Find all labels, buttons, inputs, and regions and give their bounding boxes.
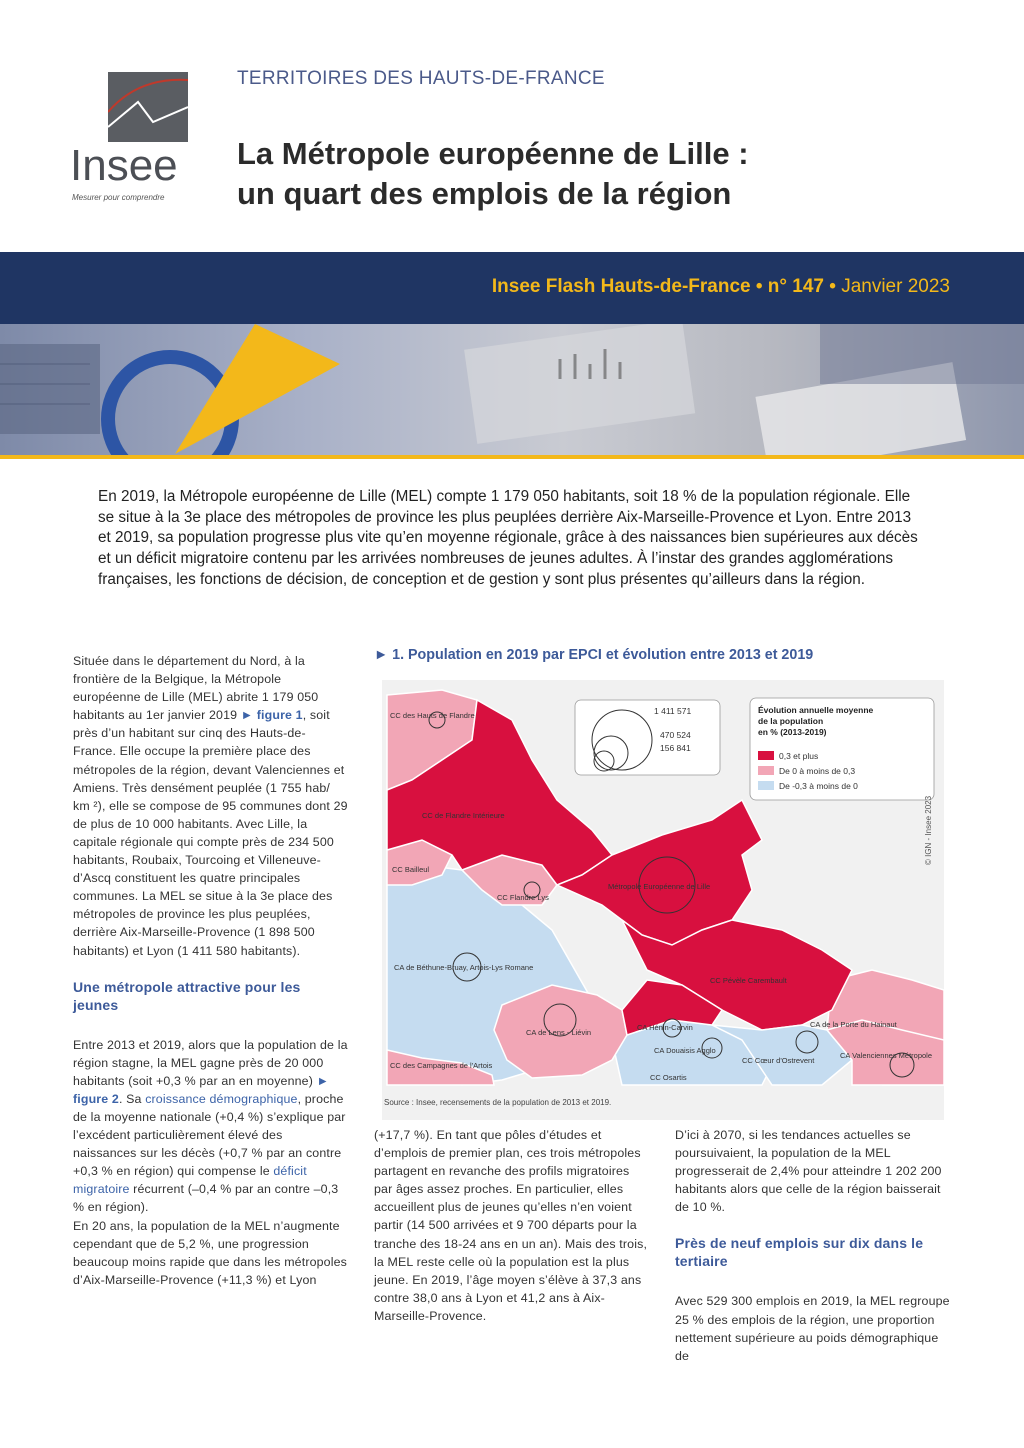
legend-item-mid: De 0 à moins de 0,3 (779, 766, 856, 776)
text: récurrent (–0,4 % par an contre –0,3 % en région). (73, 1182, 339, 1215)
label-henin: CA Hénin-Carvin (637, 1023, 693, 1032)
legend-item-high: 0,3 et plus (779, 751, 819, 761)
label-mel: Métropole Européenne de Lille (608, 882, 711, 891)
paragraph: D’ici à 2070, si les tendances actuelles se poursuivaient, la population de la MEL progresserait de 2,4% pour atteindre 1 202 200 habitants alors que celle de la région baisserait de 10 %. (675, 1128, 942, 1215)
text: , proche de la moyenne nationale (+0,4 %) s’explique par l’excédent particulièrement élevé des naissances sur les décès (+0,7 % par an contre +0,3 % en région) qui compense le (73, 1091, 346, 1179)
title-line-2: un quart des emplois de la région (237, 176, 732, 211)
figure-map (382, 680, 944, 1120)
lead-paragraph: En 2019, la Métropole européenne de Lille (MEL) compte 1 179 050 habitants, soit 18 % de la population régionale. Elle se situe à la 3e place des métropoles de province les plus peuplées derrière Aix-Marseille-Provence et Lyon. Entre 2013 et 2019, sa population progresse plus vite qu’en moyenne régionale, grâce à des naissances bien supérieures aux décès et un déficit migratoire contenu par les arrivées nombreuses de jeunes adultes. À l’instar des grandes agglomérations françaises, les fonctions de décision, de conception et de gestion y sont plus présentes qu’ailleurs dans la région. (98, 488, 918, 588)
size-legend-min: 156 841 (660, 743, 691, 753)
title-line-1: La Métropole européenne de Lille : (237, 136, 749, 171)
logo-graphic (108, 72, 188, 142)
label-flandre-interieure: CC de Flandre Intérieure (422, 811, 505, 820)
publication-name: Insee Flash Hauts-de-France • n° 147 • (491, 276, 836, 297)
label-campagnes: CC des Campagnes de l'Artois (390, 1061, 493, 1070)
figure-1-link[interactable]: ► figure 1 (240, 708, 303, 723)
paragraph (73, 652, 348, 960)
page-title (237, 134, 937, 214)
logo-wordmark: Insee (70, 141, 178, 190)
column-2: (+17,7 %). En tant que pôles d’études et d’emplois de premier plan, ces trois métropoles partagent en revanche des profils migratoires par âges assez proches. En particulier, elles accueillent plus de jeunes qu’elles n’en voient partir (14 500 arrivées et 9 700 départs pour la tranche des 18-24 ans en un an). Mais des trois, la MEL reste celle où la population est la plus jeune. En 2019, l’âge moyen s’élève à 37,3 ans contre 38,0 ans à Lyon et 41,2 ans à Aix-Marseille-Provence. (374, 1128, 648, 1323)
label-bailleul: CC Bailleul (392, 865, 430, 874)
figure-copyright: © IGN - Insee 2023 (924, 795, 933, 865)
column-1 (73, 652, 348, 1289)
figure-title: ► 1. Population en 2019 par EPCI et évolution entre 2013 et 2019 (374, 647, 814, 663)
text: , soit près d’un habitant sur cinq des Hauts-de-France. Elle occupe la première place des métropoles de la région, devant Valenciennes et Amiens. Très densément peuplée (1 755 hab/ km ²), elle se compose de 95 communes dont 29 de plus de 10 000 habitants. Avec Lille, la capitale régionale qui compte près de 234 500 habitants, Roubaix, Tourcoing et Villeneuve-d’Ascq constituent les quatre principales communes. La MEL se situe à la 3e place des métropoles de province les plus peuplées, derrière Aix-Marseille-Provence (1 898 500 habitants) et Lyon (1 411 580 habitants). (73, 708, 348, 958)
text: Entre 2013 et 2019, alors que la population de la région stagne, la MEL gagne près de 20 000 habitants (soit +0,3 % par an en moyenne) (73, 1037, 348, 1088)
text: . Sa (118, 1091, 146, 1106)
label-osartis: CC Osartis (650, 1073, 687, 1082)
section-subtitle: Près de neuf emplois sur dix dans le tertiaire (675, 1235, 924, 1270)
label-bethune: CA de Béthune-Bruay, Artois-Lys Romane (394, 963, 534, 972)
logo-swoosh-icon (108, 72, 188, 142)
label-hauts-flandre: CC des Hauts de Flandre (390, 711, 475, 720)
label-douaisis: CA Douaisis Agglo (654, 1046, 716, 1055)
figure-source: Source : Insee, recensements de la population de 2013 et 2019. (384, 1098, 612, 1107)
label-flandre-lys: CC Flandre Lys (497, 893, 549, 902)
label-ostrevent: CC Cœur d'Ostrevent (742, 1056, 815, 1065)
size-legend-box (575, 700, 720, 775)
paragraph: Avec 529 300 emplois en 2019, la MEL regroupe 25 % des emplois de la région, une proportion nettement supérieure au poids démographique de (675, 1294, 950, 1363)
legend-swatch-high (758, 751, 774, 760)
croissance-link[interactable]: croissance démographique (145, 1091, 298, 1106)
paragraph: En 20 ans, la population de la MEL n’augmente cependant que de 5,2 %, une progression beaucoup moins rapide que dans les métropoles d’Aix-Marseille-Provence (+11,3 %) et Lyon (73, 1218, 348, 1287)
publication-info (492, 276, 950, 298)
publication-date: Janvier 2023 (841, 276, 950, 297)
size-legend-max: 1 411 571 (654, 706, 692, 716)
text: Située dans le département du Nord, à la frontière de la Belgique, la Métropole européenne de Lille (MEL) abrite 1 179 050 habitants au 1er janvier 2019 (73, 654, 319, 723)
figure-2-link[interactable]: ► figure 2 (73, 1073, 330, 1106)
section-subtitle: Une métropole attractive pour les jeunes (73, 978, 301, 1013)
label-porte-hainaut: CA de la Porte du Hainaut (810, 1020, 897, 1029)
map-svg (382, 680, 944, 1120)
legend-item-low: De -0,3 à moins de 0 (779, 781, 858, 791)
paragraph (73, 1036, 348, 1217)
legend-swatch-low (758, 781, 774, 790)
size-legend-mid: 470 524 (660, 730, 691, 740)
legend-swatch-mid (758, 766, 774, 775)
label-pevele: CC Pévèle Carembault (710, 976, 787, 985)
deficit-link[interactable]: déficit migratoire (73, 1164, 307, 1197)
legend-title-3: en % (2013-2019) (758, 727, 827, 737)
banner-stripe (0, 455, 1024, 459)
label-valenciennes: CA Valenciennes Métropole (840, 1051, 932, 1060)
label-lens: CA de Lens - Liévin (526, 1028, 592, 1037)
insee-logo (70, 72, 195, 212)
kicker: TERRITOIRES DES HAUTS-DE-FRANCE (237, 68, 605, 89)
legend-title-1: Évolution annuelle moyenne (758, 705, 874, 715)
legend-title-2: de la population (758, 716, 824, 726)
logo-tagline: Mesurer pour comprendre (72, 193, 165, 202)
column-3 (675, 1126, 955, 1365)
header-banner-image (0, 324, 1024, 458)
